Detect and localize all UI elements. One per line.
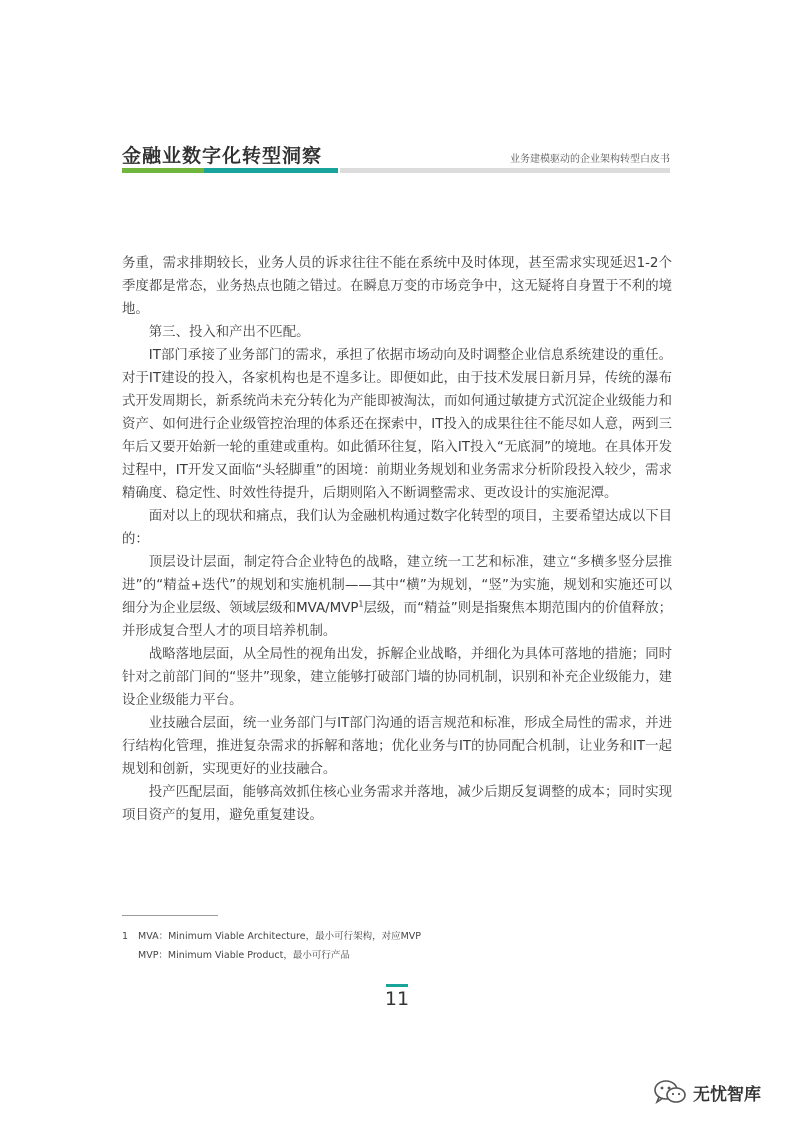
header-rule-teal (204, 168, 338, 173)
body-text (122, 252, 672, 827)
footnotes (122, 927, 622, 965)
paragraph: 务重，需求排期较长，业务人员的诉求往往不能在系统中及时体现，甚至需求实现延迟1-2个季度都是常态，业务热点也随之错过。在瞬息万变的市场竞争中，这无疑将自身置于不利的境地。 (122, 256, 672, 317)
watermark-text: 无忧智库 (693, 1084, 761, 1105)
paragraph: 投产匹配层面，能够高效抓住核心业务需求并落地，减少后期反复调整的成本；同时实现项目资产的复用，避免重复建设。 (122, 785, 672, 823)
wechat-icon (653, 1079, 687, 1105)
footnote-divider (122, 915, 218, 916)
page-header-title: 金融业数字化转型洞察 (122, 145, 323, 167)
paragraph-part: 层级，而“精益”则是指聚焦本期范围内的价值释放；并形成复合型人才的项目培养机制。 (122, 601, 672, 639)
footnote-number: 1 (122, 931, 129, 942)
paragraph: 第三、投入和产出不匹配。 (148, 325, 310, 340)
header-rule-green (122, 168, 204, 173)
paragraph: 战略落地层面，从全局性的视角出发，拆解企业战略，并细化为具体可落地的措施；同时针对之前部门间的“竖井”现象，建立能够打破部门墙的协同机制，识别和补充企业级能力，建设企业级能力平台。 (122, 647, 672, 708)
watermark (653, 1079, 761, 1105)
page-header-subtitle: 业务建模驱动的企业架构转型白皮书 (510, 154, 670, 165)
page-number: 11 (384, 988, 410, 1010)
page-number-bar (386, 984, 408, 987)
footnote-text: MVA：Minimum Viable Architecture，最小可行架构，对应MVP (138, 931, 422, 942)
footnote-text: MVP：Minimum Viable Product，最小可行产品 (138, 950, 350, 961)
footnote-line (122, 946, 622, 965)
paragraph: 业技融合层面，统一业务部门与IT部门沟通的语言规范和标准，形成全局性的需求，并进行结构化管理，推进复杂需求的拆解和落地；优化业务与IT的协同配合机制，让业务和IT一起规划和创新，实现更好的业技融合。 (122, 716, 672, 777)
paragraph-part: 顶层设计层面，制定符合企业特色的战略，建立统一工艺和标准，建立“多横多竖分层推进”的“精益+迭代”的规划和实施机制——其中“横”为规划，“竖”为实施，规划和实施还可以细分为企业层级、领域层级和MVA/MVP (122, 555, 672, 616)
header-rule-gray (340, 168, 670, 173)
paragraph: 面对以上的现状和痛点，我们认为金融机构通过数字化转型的项目，主要希望达成以下目的： (122, 509, 672, 547)
paragraph (122, 551, 672, 643)
paragraph: IT部门承接了业务部门的需求，承担了依据市场动向及时调整企业信息系统建设的重任。对于IT建设的投入，各家机构也是不遑多让。即便如此，由于技术发展日新月异，传统的瀑布式开发周期长，新系统尚未充分转化为产能即被淘汰，而如何通过敏捷方式沉淀企业级能力和资产、如何进行企业级管控治理的体系还在探索中，IT投入的成果往往不能尽如人意，两到三年后又要开始新一轮的重建或重构。如此循环往复，陷入IT投入“无底洞”的境地。在具体开发过程中，IT开发又面临“头轻脚重”的困境：前期业务规划和业务需求分析阶段投入较少，需求精确度、稳定性、时效性待提升，后期则陷入不断调整需求、更改设计的实施泥潭。 (122, 348, 672, 501)
footnote-reference[interactable]: 1 (358, 599, 364, 609)
header-rule (122, 168, 670, 173)
footnote-line (122, 927, 622, 946)
